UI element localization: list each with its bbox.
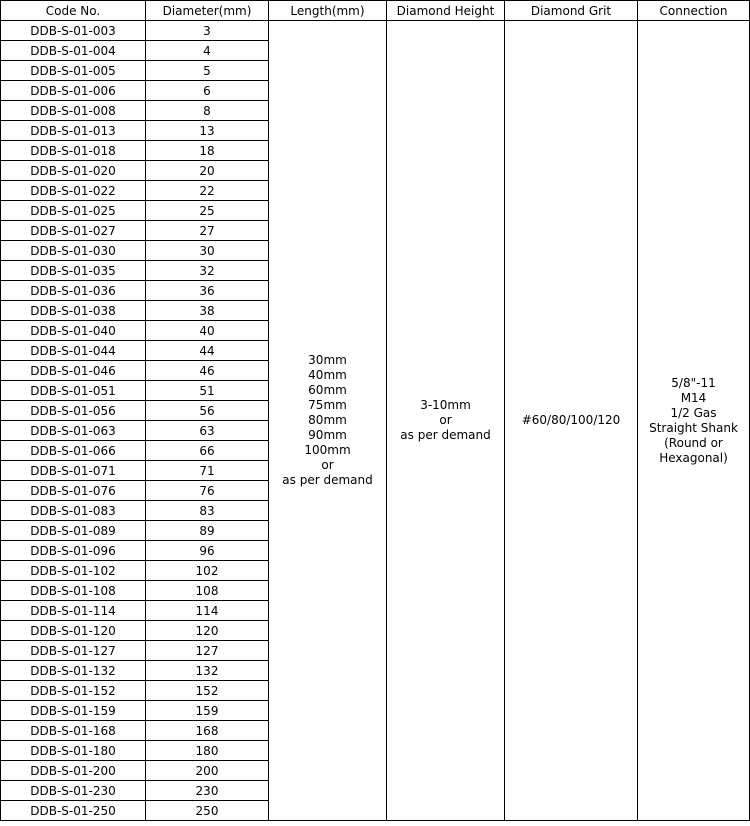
diamond-height-cell-line: or: [439, 413, 452, 427]
code-cell: DDB-S-01-027: [1, 221, 146, 241]
length-cell-line: or: [321, 458, 334, 472]
code-cell: DDB-S-01-046: [1, 361, 146, 381]
diameter-cell: 18: [146, 141, 269, 161]
diameter-cell: 114: [146, 601, 269, 621]
diameter-cell: 6: [146, 81, 269, 101]
diameter-cell: 127: [146, 641, 269, 661]
diameter-cell: 180: [146, 741, 269, 761]
diameter-cell: 200: [146, 761, 269, 781]
diameter-cell: 102: [146, 561, 269, 581]
table-row: [1, 21, 750, 41]
code-cell: DDB-S-01-108: [1, 581, 146, 601]
connection-cell-line: 1/2 Gas: [670, 405, 717, 420]
length-cell-line: 90mm: [308, 428, 347, 442]
header-diameter: Diameter(mm): [146, 1, 269, 21]
connection-cell-line: Straight Shank: [649, 420, 738, 435]
code-cell: DDB-S-01-114: [1, 601, 146, 621]
connection-cell-line: 5/8"-11: [671, 375, 716, 390]
length-cell-line: 75mm: [308, 398, 347, 412]
length-cell-line: 60mm: [308, 383, 347, 397]
code-cell: DDB-S-01-132: [1, 661, 146, 681]
diameter-cell: 89: [146, 521, 269, 541]
code-cell: DDB-S-01-083: [1, 501, 146, 521]
diameter-cell: 32: [146, 261, 269, 281]
header-row: [1, 1, 750, 21]
diamond-grit-cell: [505, 21, 638, 821]
diameter-cell: 38: [146, 301, 269, 321]
diamond-height-cell-line: 3-10mm: [420, 398, 471, 412]
diameter-cell: 5: [146, 61, 269, 81]
code-cell: DDB-S-01-076: [1, 481, 146, 501]
header-diamond-grit: Diamond Grit: [505, 1, 638, 21]
length-cell: [269, 21, 387, 821]
code-cell: DDB-S-01-056: [1, 401, 146, 421]
code-cell: DDB-S-01-013: [1, 121, 146, 141]
diamond-height-cell-line: as per demand: [400, 428, 491, 442]
length-cell-line: 40mm: [308, 368, 347, 382]
code-cell: DDB-S-01-230: [1, 781, 146, 801]
code-cell: DDB-S-01-159: [1, 701, 146, 721]
code-cell: DDB-S-01-006: [1, 81, 146, 101]
length-cell-line: as per demand: [282, 473, 373, 487]
diameter-cell: 8: [146, 101, 269, 121]
diameter-cell: 56: [146, 401, 269, 421]
code-cell: DDB-S-01-030: [1, 241, 146, 261]
connection-cell-line: (Round or: [664, 435, 723, 450]
code-cell: DDB-S-01-096: [1, 541, 146, 561]
code-cell: DDB-S-01-168: [1, 721, 146, 741]
code-cell: DDB-S-01-035: [1, 261, 146, 281]
table-body: [1, 21, 750, 821]
code-cell: DDB-S-01-020: [1, 161, 146, 181]
diameter-cell: 27: [146, 221, 269, 241]
code-cell: DDB-S-01-102: [1, 561, 146, 581]
diameter-cell: 159: [146, 701, 269, 721]
length-cell-line: 100mm: [304, 443, 351, 457]
diameter-cell: 83: [146, 501, 269, 521]
code-cell: DDB-S-01-200: [1, 761, 146, 781]
code-cell: DDB-S-01-044: [1, 341, 146, 361]
diameter-cell: 250: [146, 801, 269, 821]
length-cell-line: 80mm: [308, 413, 347, 427]
code-cell: DDB-S-01-180: [1, 741, 146, 761]
code-cell: DDB-S-01-066: [1, 441, 146, 461]
connection-cell-line: Hexagonal): [659, 450, 728, 465]
code-cell: DDB-S-01-008: [1, 101, 146, 121]
diameter-cell: 25: [146, 201, 269, 221]
code-cell: DDB-S-01-005: [1, 61, 146, 81]
diameter-cell: 132: [146, 661, 269, 681]
diameter-cell: 46: [146, 361, 269, 381]
diameter-cell: 152: [146, 681, 269, 701]
code-cell: DDB-S-01-022: [1, 181, 146, 201]
code-cell: DDB-S-01-018: [1, 141, 146, 161]
diameter-cell: 230: [146, 781, 269, 801]
code-cell: DDB-S-01-040: [1, 321, 146, 341]
code-cell: DDB-S-01-003: [1, 21, 146, 41]
diameter-cell: 22: [146, 181, 269, 201]
length-cell-line: 30mm: [308, 353, 347, 367]
code-cell: DDB-S-01-063: [1, 421, 146, 441]
code-cell: DDB-S-01-038: [1, 301, 146, 321]
diamond-height-cell: [387, 21, 505, 821]
diameter-cell: 71: [146, 461, 269, 481]
diameter-cell: 44: [146, 341, 269, 361]
diameter-cell: 168: [146, 721, 269, 741]
diameter-cell: 40: [146, 321, 269, 341]
diameter-cell: 20: [146, 161, 269, 181]
code-cell: DDB-S-01-250: [1, 801, 146, 821]
diameter-cell: 96: [146, 541, 269, 561]
diameter-cell: 36: [146, 281, 269, 301]
header-code: Code No.: [1, 1, 146, 21]
diamond-grit-cell-line: #60/80/100/120: [521, 413, 621, 427]
diameter-cell: 63: [146, 421, 269, 441]
code-cell: DDB-S-01-120: [1, 621, 146, 641]
header-diamond-height: Diamond Height: [387, 1, 505, 21]
diameter-cell: 51: [146, 381, 269, 401]
diameter-cell: 3: [146, 21, 269, 41]
connection-cell-line: M14: [680, 390, 707, 405]
connection-cell: [638, 21, 750, 821]
diameter-cell: 76: [146, 481, 269, 501]
code-cell: DDB-S-01-004: [1, 41, 146, 61]
diameter-cell: 30: [146, 241, 269, 261]
diameter-cell: 108: [146, 581, 269, 601]
code-cell: DDB-S-01-036: [1, 281, 146, 301]
diameter-cell: 13: [146, 121, 269, 141]
code-cell: DDB-S-01-089: [1, 521, 146, 541]
diameter-cell: 66: [146, 441, 269, 461]
code-cell: DDB-S-01-071: [1, 461, 146, 481]
header-connection: Connection: [638, 1, 750, 21]
code-cell: DDB-S-01-025: [1, 201, 146, 221]
code-cell: DDB-S-01-051: [1, 381, 146, 401]
code-cell: DDB-S-01-152: [1, 681, 146, 701]
diameter-cell: 120: [146, 621, 269, 641]
diameter-cell: 4: [146, 41, 269, 61]
code-cell: DDB-S-01-127: [1, 641, 146, 661]
header-length: Length(mm): [269, 1, 387, 21]
